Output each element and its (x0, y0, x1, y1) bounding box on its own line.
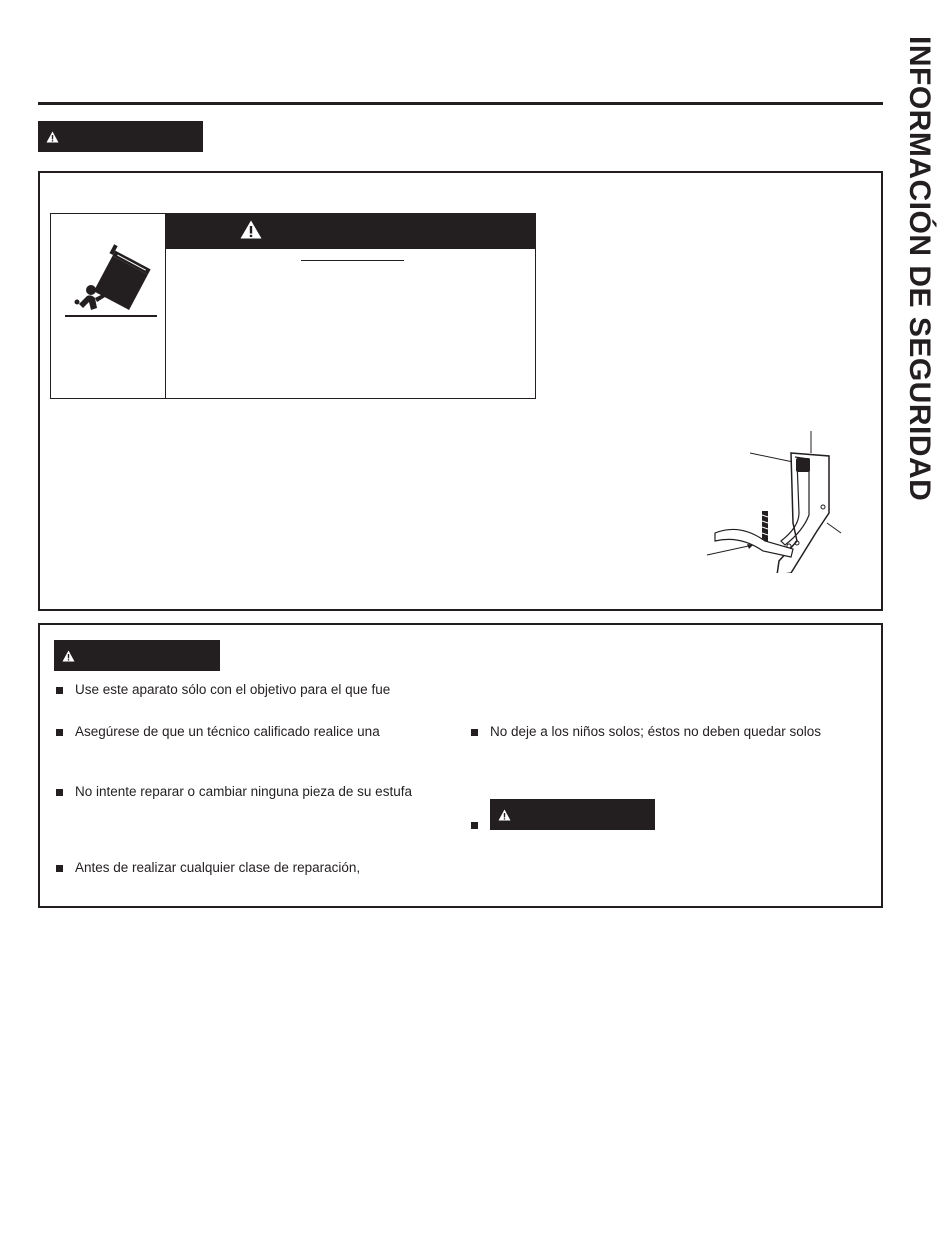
warning-label-bar (490, 799, 655, 830)
square-bullet-icon (56, 789, 63, 796)
list-item (56, 724, 380, 740)
square-bullet-icon (56, 865, 63, 872)
bullet-text: Asegúrese de que un técnico calificado realice una (75, 724, 380, 739)
list-item (471, 724, 821, 740)
anti-tip-box (38, 171, 883, 611)
list-item (56, 860, 360, 876)
square-bullet-icon (56, 729, 63, 736)
list-item (56, 784, 412, 800)
panel-underline (301, 260, 404, 261)
tip-over-warning-panel (50, 213, 536, 399)
anti-tip-bracket-illustration (705, 423, 845, 573)
safety-instructions-box (38, 623, 883, 908)
warning-triangle-icon (240, 220, 262, 244)
list-item (56, 682, 390, 698)
bullet-text: Antes de realizar cualquier clase de reparación, (75, 860, 361, 875)
warning-triangle-icon (62, 650, 75, 662)
warning-label-bar (54, 640, 220, 671)
square-bullet-icon (471, 822, 478, 829)
danger-header-bar (166, 214, 535, 249)
warning-triangle-icon (498, 809, 511, 821)
header-rule (38, 102, 883, 105)
bullet-text: No intente reparar o cambiar ninguna pieza de su estufa (75, 784, 412, 799)
warning-triangle-icon (46, 131, 59, 143)
warning-label-bar (38, 121, 203, 152)
range-tip-over-illustration (61, 242, 159, 322)
square-bullet-icon (471, 729, 478, 736)
bullet-text: Use este aparato sólo con el objetivo para el que fue (75, 682, 391, 697)
square-bullet-icon (56, 687, 63, 694)
side-section-title: INFORMACIÓN DE SEGURIDAD (903, 36, 936, 502)
bullet-text: No deje a los niños solos; éstos no deben quedar solos (490, 724, 821, 739)
